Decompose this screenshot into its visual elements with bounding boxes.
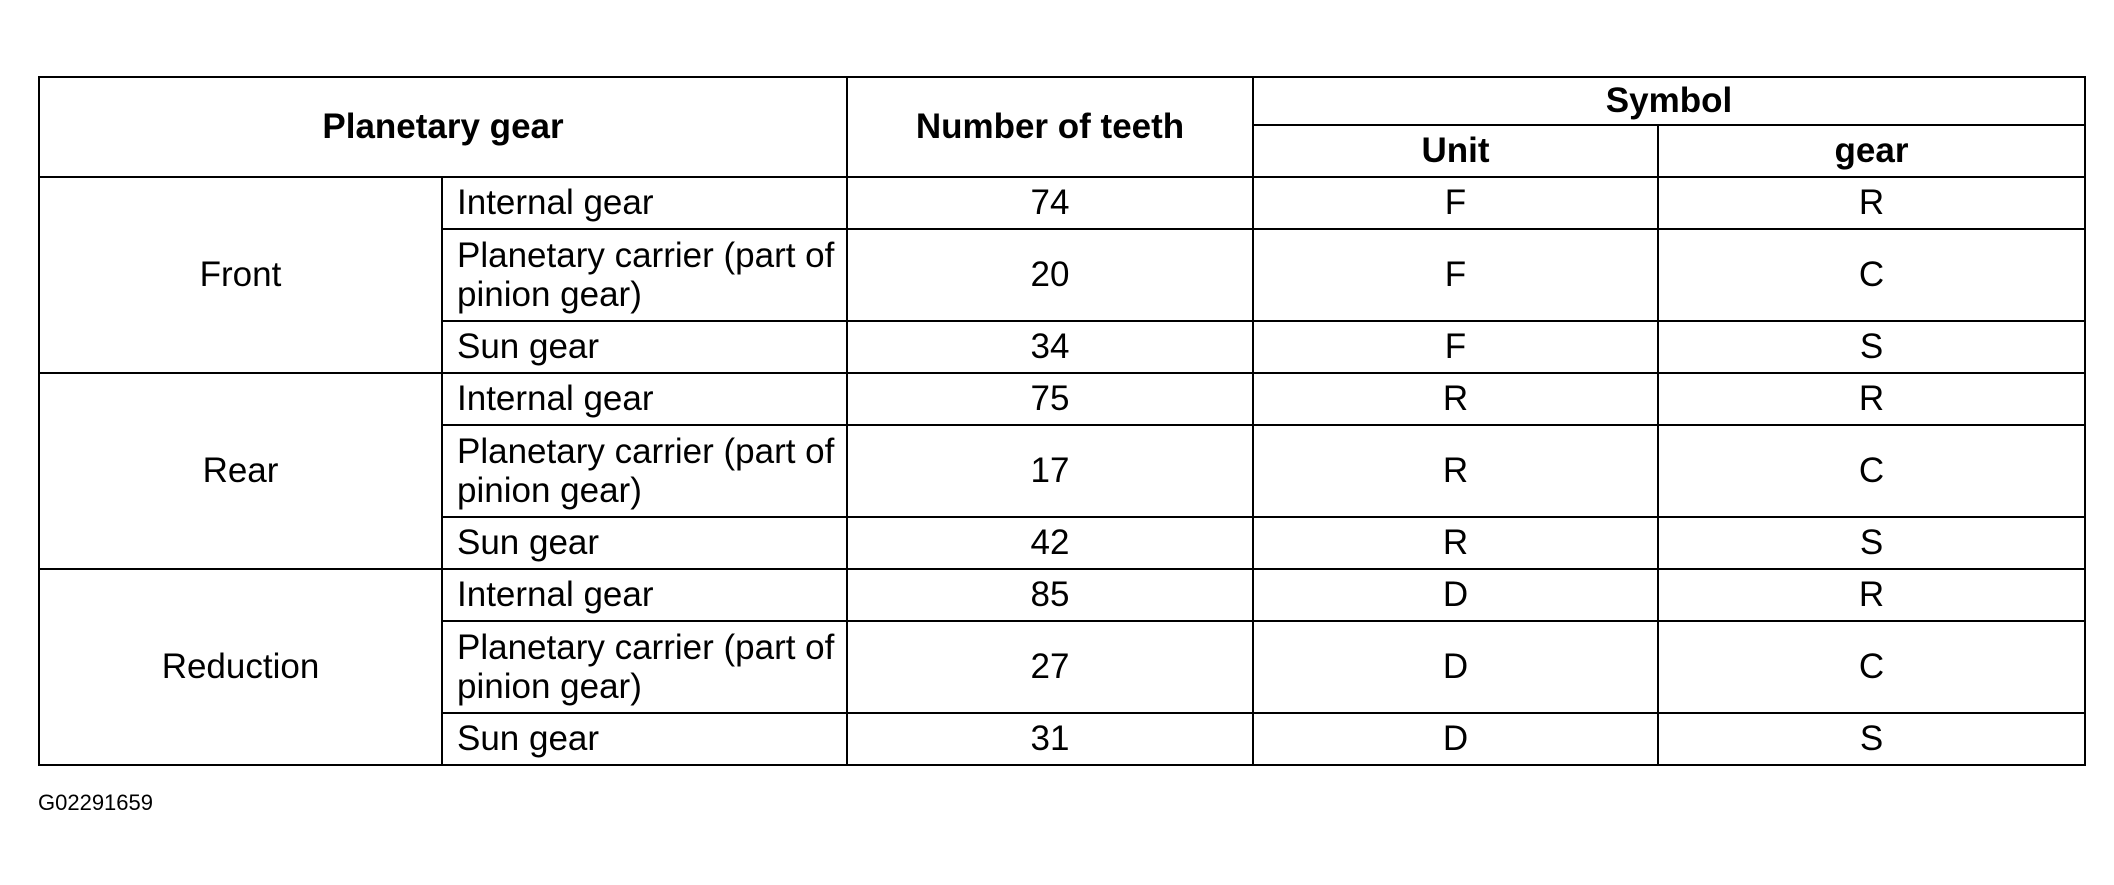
header-planetary-gear: Planetary gear [39, 77, 847, 177]
header-number-of-teeth: Number of teeth [847, 77, 1253, 177]
unit-symbol-cell: D [1253, 713, 1658, 765]
unit-symbol-cell: F [1253, 229, 1658, 321]
gear-symbol-cell: R [1658, 373, 2085, 425]
group-label-rear: Rear [39, 373, 442, 569]
gear-symbol-cell: R [1658, 569, 2085, 621]
figure-code: G02291659 [38, 790, 153, 815]
teeth-cell: 75 [847, 373, 1253, 425]
unit-symbol-cell: D [1253, 621, 1658, 713]
teeth-cell: 31 [847, 713, 1253, 765]
teeth-cell: 34 [847, 321, 1253, 373]
unit-symbol-cell: R [1253, 425, 1658, 517]
group-label-reduction: Reduction [39, 569, 442, 765]
gear-symbol-cell: C [1658, 425, 2085, 517]
component-cell: Planetary carrier (part of pinion gear) [442, 621, 847, 713]
gear-symbol-cell: R [1658, 177, 2085, 229]
teeth-cell: 42 [847, 517, 1253, 569]
component-cell: Sun gear [442, 321, 847, 373]
component-cell: Planetary carrier (part of pinion gear) [442, 229, 847, 321]
teeth-cell: 27 [847, 621, 1253, 713]
gear-symbol-cell: S [1658, 517, 2085, 569]
teeth-cell: 74 [847, 177, 1253, 229]
header-unit: Unit [1253, 125, 1658, 177]
gear-symbol-cell: S [1658, 321, 2085, 373]
teeth-cell: 85 [847, 569, 1253, 621]
group-label-front: Front [39, 177, 442, 373]
gear-symbol-cell: S [1658, 713, 2085, 765]
header-symbol: Symbol [1253, 77, 2085, 125]
table-row [39, 373, 2085, 425]
component-cell: Internal gear [442, 373, 847, 425]
unit-symbol-cell: F [1253, 177, 1658, 229]
unit-symbol-cell: D [1253, 569, 1658, 621]
unit-symbol-cell: R [1253, 517, 1658, 569]
teeth-cell: 20 [847, 229, 1253, 321]
unit-symbol-cell: R [1253, 373, 1658, 425]
planetary-gear-table [38, 76, 2086, 766]
table-row [39, 177, 2085, 229]
component-cell: Sun gear [442, 517, 847, 569]
component-cell: Planetary carrier (part of pinion gear) [442, 425, 847, 517]
table-row [39, 569, 2085, 621]
unit-symbol-cell: F [1253, 321, 1658, 373]
header-gear: gear [1658, 125, 2085, 177]
component-cell: Internal gear [442, 177, 847, 229]
gear-symbol-cell: C [1658, 229, 2085, 321]
component-cell: Internal gear [442, 569, 847, 621]
gear-symbol-cell: C [1658, 621, 2085, 713]
teeth-cell: 17 [847, 425, 1253, 517]
component-cell: Sun gear [442, 713, 847, 765]
